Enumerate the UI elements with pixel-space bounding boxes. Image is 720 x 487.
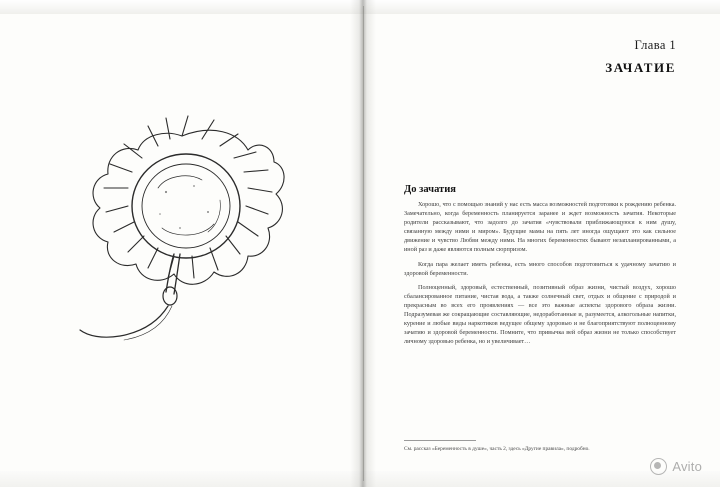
- right-page: [360, 0, 720, 487]
- circle-avatar-icon: [650, 458, 667, 475]
- ovum-with-sperm-illustration: [62, 96, 302, 346]
- avito-watermark: [650, 458, 702, 475]
- body-text-column: [404, 200, 676, 351]
- footnote-separator: [404, 440, 476, 441]
- chapter-number: Глава 1: [634, 38, 676, 52]
- paragraph: Полноценный, здоровый, естественный, позитивный образ жизни, чистый воздух, хорошо сбалансированное питание, чистая вода, а также солнечный свет, отдых и общение с природой и прекрасным во всех его проявлениях — все это важные аспекты здорового образа жизни. Подразумевая же сокращающие составляющие, недоработанные и, разумеется, алкогольные напитки, курение и любые виды наркотиков ведущее общему здоровью и не благоприятствуют полноценному зачатию и здоровой беременности. Помните, что привычка вей образ жизни не только способствует личному здоровью ребенка, но и увеличивает…: [404, 283, 676, 346]
- section-heading: До зачатия: [404, 184, 456, 195]
- paragraph: Хорошо, что с помощью знаний у нас есть масса возможностей подготовки к рождению ребенка. Замечательно, когда беременность планируется заранее и ждет возможность зачатия. Некоторые родители рассказывают, что задолго до зачатия «чувствовали приближающуюся к ним душу, связанную между ними и миром». Будущие мамы на пять лет иногда ощущают это как сильное движение и чувство Любви между ними. На многих беременностях бывают незапланированными, а иной раз и даже являются полным сюрпризом.: [404, 201, 676, 254]
- paragraph: Когда пара желает иметь ребенка, есть много способов подготовиться к удачному зачатию и здоровой беременности.: [404, 260, 676, 277]
- watermark-label: Avito: [672, 459, 702, 474]
- footnote-text: См. рассказ «Беременность в душе», часть 2, здесь «Другие правила», подробно.: [404, 446, 590, 452]
- chapter-title: ЗАЧАТИЕ: [605, 60, 676, 75]
